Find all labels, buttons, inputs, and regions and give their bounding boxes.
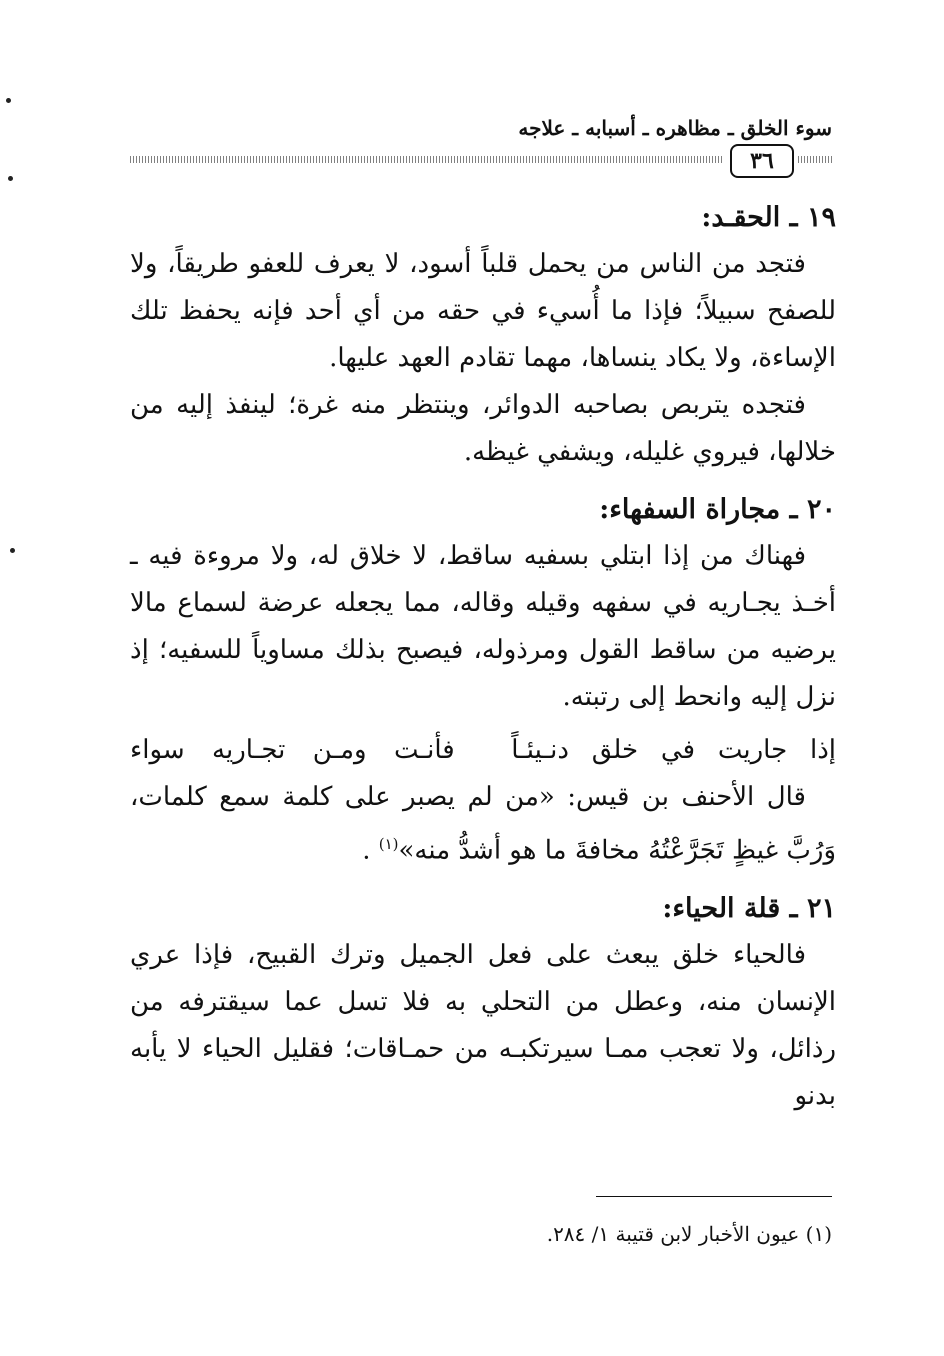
- verse-first-hemistich: إذا جاريت في خلق دنـيئـاً: [511, 735, 836, 765]
- section-heading: ٢٠ ـ مجاراة السفهاء:: [599, 494, 836, 525]
- paragraph: فهناك من إذا ابتلي بسفيه ساقط، لا خلاق له، ولا مروءة فيه ـ أخـذ يجـاريه في سفهه وقيله وقاله، مما يجعله عرضة لسماع مالا يرضيه من ساقط القول ومرذوله، فيصبح بذلك مساوياً للسفيه؛ إذ نزل إليه وانحط إلى رتبته.: [130, 541, 836, 712]
- quote-text: قال الأحنف بن قيس: «من لم يصبر على كلمة سمع كلمات، وَرُبَّ غيظٍ تَجَرَّعْتُهُ مخافةَ ما هو أشدُّ منه»: [130, 782, 836, 866]
- header-rule-right: [798, 156, 832, 163]
- footnote-marker[interactable]: (١): [378, 835, 399, 853]
- paragraph: فتجد من الناس من يحمل قلباً أسود، لا يعرف للعفو طريقاً، ولا للصفح سبيلاً؛ فإذا ما أُسيء في حقه من أي أحد فإنه يحفظ تلك الإساءة، ولا يكاد ينساها، مهما تقادم العهد عليها.: [130, 249, 836, 373]
- section-heading: ٢١ ـ قلة الحياء:: [662, 892, 836, 924]
- page-body: [130, 192, 836, 1120]
- quote-end: .: [362, 835, 371, 866]
- scan-speck: [6, 98, 11, 103]
- scan-speck: [10, 548, 15, 553]
- running-title: سوء الخلق ـ مظاهره ـ أسبابه ـ علاجه: [518, 116, 832, 140]
- quote-paragraph: [130, 774, 836, 875]
- paragraph: فتجده يتربص بصاحبه الدوائر، وينتظر منه غرة؛ لينفذ إليه من خلالها، فيروي غليله، ويشفي غيظه.: [130, 390, 836, 467]
- footnote: (١) عيون الأخبار لابن قتيبة ١/ ٢٨٤.: [546, 1222, 832, 1246]
- page-number: ٣٦: [730, 144, 794, 178]
- verse-second-hemistich: فأنـت ومـن تجـاريه سواء: [130, 735, 455, 765]
- page-header: [130, 110, 832, 182]
- poetry-verse: [130, 727, 836, 774]
- scan-speck: [8, 176, 13, 181]
- header-rule: [130, 156, 722, 163]
- section-heading: ١٩ ـ الحقـد:: [701, 202, 836, 233]
- footnote-separator: [596, 1196, 832, 1197]
- paragraph: فالحياء خلق يبعث على فعل الجميل وترك القبيح، فإذا عري الإنسان منه، وعطل من التحلي به فلا تسل عما سيقترفه من رذائل، ولا تعجب ممـا سيرتكبـه من حمـاقات؛ فقليل الحياء لا يأبه بدنو: [130, 939, 836, 1111]
